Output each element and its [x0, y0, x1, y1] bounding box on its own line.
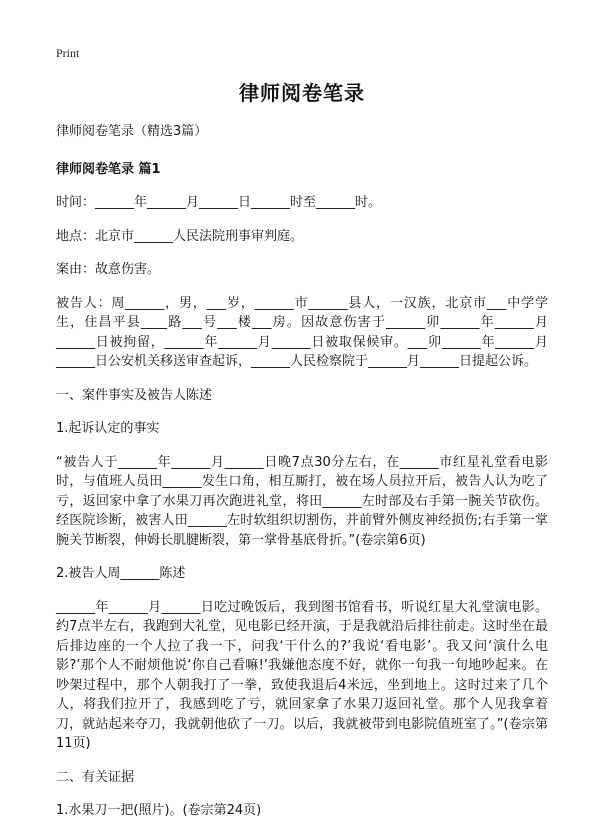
indictment-facts-paragraph: “被告人于______年______月______日晚7点30分左右，在______市红星礼堂看电影时，与值班人员田______发生口角，相互厮打，被在场人员拉开后，被告人认为吃了亏，返回家中拿了水果刀再次跑进礼堂，将田______左时部及右手第一腕关节砍伤。经医院诊断，被害人田______左时软组织切割伤，并前臂外侧皮神经损伤;右手第一掌腕关节断裂，伸姆长肌腱断裂，第一掌骨基底骨折。”(卷宗第6页) [56, 454, 548, 548]
document-subtitle: 律师阅卷笔录（精选3篇） [56, 124, 208, 139]
document-body [56, 78, 548, 821]
print-link[interactable]: Print [56, 46, 80, 60]
heading-case-facts: 一、案件事实及被告人陈述 [56, 387, 213, 403]
time-line: 时间：______年______月______日______时至______时。 [56, 195, 382, 210]
defendant-paragraph: 被告人：周______，男，___岁，______市______县人，一汉族，北京市___中学学生，住昌平县____路___号___楼___房。因故意伤害于______卯______年______月______日被拘留，______年______月______日被取保候审。___卯______年______月______日公安机关移送审查起诉，______人民检察院于______月______日提起公诉。 [56, 295, 548, 369]
place-line: 地点：北京市______人民法院刑事审判庭。 [56, 228, 304, 244]
defendant-statement-paragraph: ______年______月______日吃过晚饭后，我到图书馆看书，听说红星大礼堂演电影。约7点半左右，我跑到大礼堂，见电影已经开演，于是我就沿后排往前走。这时坐在最后排边座的一个人拉了我一下，问我‘干什么的?’我说‘看电影’。我又问‘演什么电影?’那个人不耐烦他说‘你自己看嘛!’我嫌他态度不好，就你一句我一句地吵起来。在吵架过程中，那个人朝我打了一拳，致使我退后4米远，坐到地上。这时过来了几个人，将我们拉开了，我感到吃了亏，就回家拿了水果刀返回礼堂。那个人见我拿着刀，就站起来夺刀，我就朝他砍了一刀。以后，我就被带到电影院值班室了。”(卷宗第11页) [56, 599, 548, 751]
heading-indictment-facts: 1.起诉认定的事实 [56, 421, 160, 436]
document-title: 律师阅卷笔录 [239, 81, 365, 105]
case-line: 案由：故意伤害。 [56, 262, 161, 277]
section-heading: 律师阅卷笔录 篇1 [56, 161, 161, 177]
evidence-line: 1.水果刀一把(照片)。(卷宗第24页) [56, 803, 262, 818]
heading-defendant-statement: 2.被告人周______陈述 [56, 566, 186, 581]
heading-evidence: 二、有关证据 [56, 769, 135, 785]
